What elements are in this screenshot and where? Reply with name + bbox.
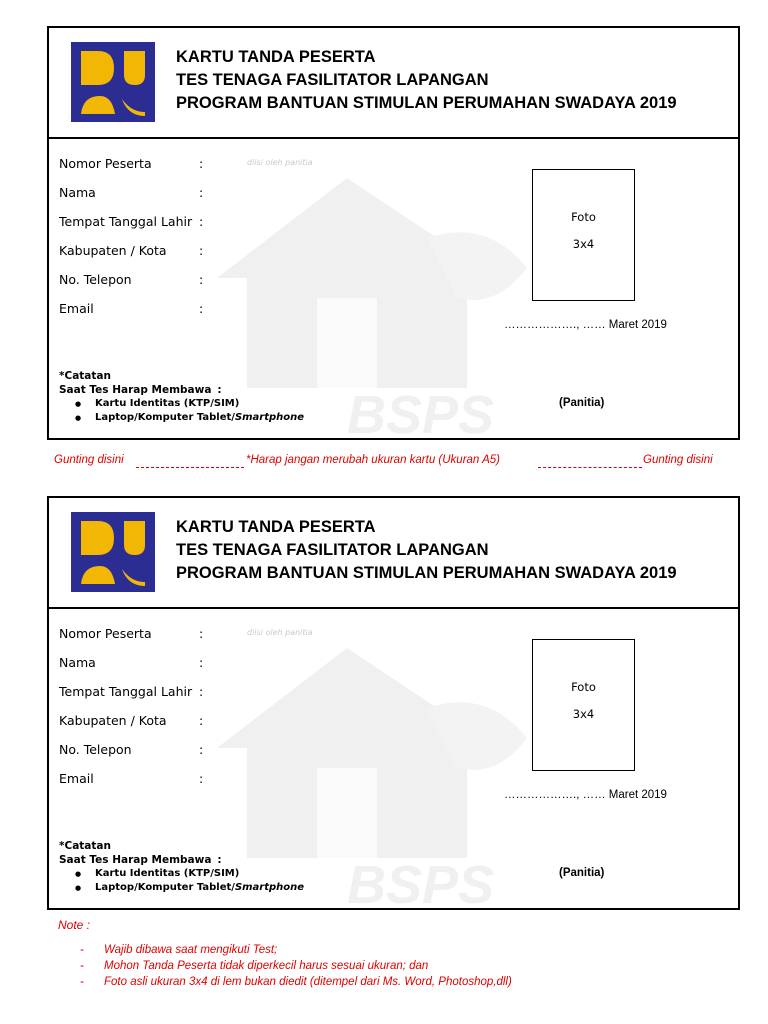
- notes-item: ● Laptop/Komputer Tablet/Smartphone: [95, 881, 304, 895]
- notes-list: [59, 867, 304, 895]
- date-line: ………………., …… Maret 2019: [504, 789, 667, 801]
- card-notes: [59, 369, 304, 425]
- card-titles: [176, 46, 677, 115]
- committee-signature: (Panitia): [559, 397, 605, 409]
- dashed-divider: [136, 467, 244, 468]
- program-title: PROGRAM BANTUAN STIMULAN PERUMAHAN SWADAYA 2019: [176, 564, 677, 582]
- card-title: KARTU TANDA PESERTA: [176, 518, 376, 536]
- cut-here-left: Gunting disini: [54, 454, 124, 466]
- field-label: No. Telepon: [59, 742, 132, 757]
- field-hint: diisi oleh panitia: [247, 158, 313, 167]
- photo-box: [532, 639, 635, 771]
- field-colon: :: [199, 272, 204, 287]
- field-label: Kabupaten / Kota: [59, 713, 167, 728]
- date-line: ………………., …… Maret 2019: [504, 319, 667, 331]
- card-title: KARTU TANDA PESERTA: [176, 48, 376, 66]
- svg-text:BSPS: BSPS: [347, 385, 495, 438]
- field-label: Kabupaten / Kota: [59, 243, 167, 258]
- notes-list: [59, 397, 304, 425]
- notes-item: ● Kartu Identitas (KTP/SIM): [95, 397, 304, 411]
- notes-heading: *Catatan: [59, 840, 111, 852]
- committee-signature: (Panitia): [559, 867, 605, 879]
- field-label: Tempat Tanggal Lahir: [59, 684, 193, 699]
- field-label: Nama: [59, 185, 96, 200]
- program-title: PROGRAM BANTUAN STIMULAN PERUMAHAN SWADAYA 2019: [176, 94, 677, 112]
- card-subtitle: TES TENAGA FASILITATOR LAPANGAN: [176, 541, 489, 559]
- field-colon: :: [199, 713, 204, 728]
- field-label: Nomor Peserta: [59, 626, 152, 641]
- field-colon: :: [199, 214, 204, 229]
- participant-card-2: [47, 496, 740, 910]
- card-header: [49, 28, 738, 139]
- field-label: Email: [59, 301, 94, 316]
- card-titles: [176, 516, 677, 585]
- svg-text:BSPS: BSPS: [347, 855, 495, 908]
- pupr-logo-icon: [71, 42, 155, 122]
- field-hint: diisi oleh panitia: [247, 628, 313, 637]
- card-subtitle: TES TENAGA FASILITATOR LAPANGAN: [176, 71, 489, 89]
- photo-label: Foto: [571, 210, 596, 224]
- notes-bring: Saat Tes Harap Membawa :: [59, 854, 222, 866]
- field-colon: :: [199, 185, 204, 200]
- cut-line: [54, 454, 730, 472]
- notes-item: ● Kartu Identitas (KTP/SIM): [95, 867, 304, 881]
- cut-here-right: Gunting disini: [643, 454, 713, 466]
- dashed-divider: [538, 467, 642, 468]
- participant-card-1: [47, 26, 740, 440]
- card-header: [49, 498, 738, 609]
- field-label: Email: [59, 771, 94, 786]
- note-title: Note :: [58, 918, 91, 932]
- field-label: Nama: [59, 655, 96, 670]
- field-colon: :: [199, 626, 204, 641]
- photo-size: 3x4: [572, 707, 595, 721]
- cut-warning: *Harap jangan merubah ukuran kartu (Ukuran A5): [246, 454, 500, 466]
- field-colon: :: [199, 771, 204, 786]
- field-colon: :: [199, 243, 204, 258]
- field-colon: :: [199, 301, 204, 316]
- photo-label: Foto: [571, 680, 596, 694]
- photo-box: [532, 169, 635, 301]
- notes-heading: *Catatan: [59, 370, 111, 382]
- field-label: Nomor Peserta: [59, 156, 152, 171]
- field-colon: :: [199, 742, 204, 757]
- notes-item: ● Laptop/Komputer Tablet/Smartphone: [95, 411, 304, 425]
- pupr-logo-icon: [71, 512, 155, 592]
- field-label: No. Telepon: [59, 272, 132, 287]
- field-label: Tempat Tanggal Lahir: [59, 214, 193, 229]
- field-colon: :: [199, 684, 204, 699]
- field-colon: :: [199, 655, 204, 670]
- card-notes: [59, 839, 304, 895]
- notes-bring: Saat Tes Harap Membawa :: [59, 384, 222, 396]
- field-colon: :: [199, 156, 204, 171]
- photo-size: 3x4: [572, 237, 595, 251]
